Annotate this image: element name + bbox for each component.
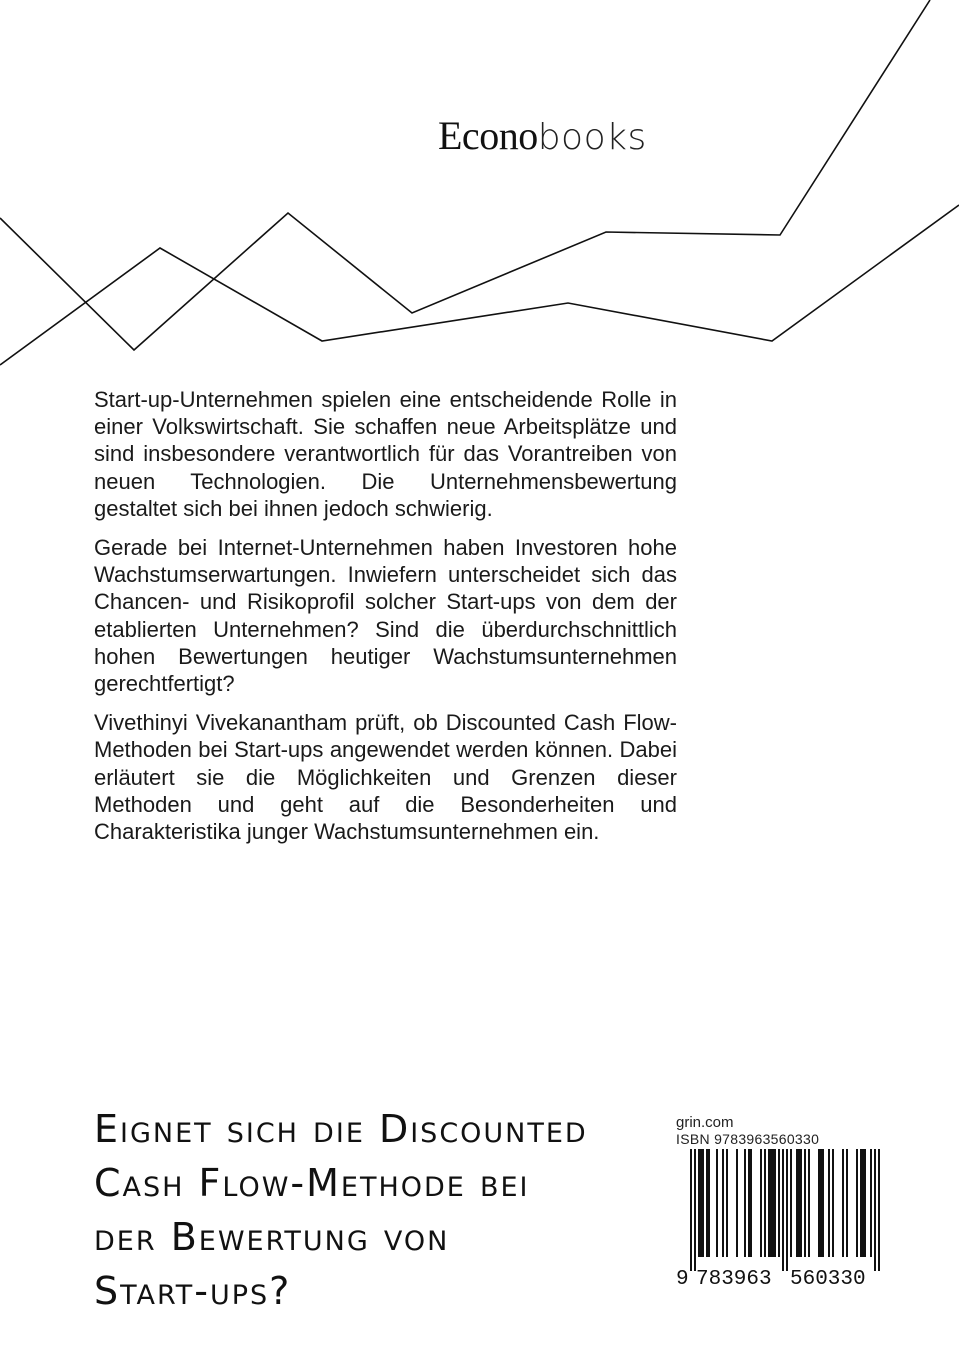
barcode-icon bbox=[676, 1149, 880, 1271]
barcode-bar bbox=[818, 1149, 820, 1257]
barcode-digits-right: 560330 bbox=[790, 1268, 866, 1291]
barcode-bar bbox=[706, 1149, 708, 1257]
barcode-bar bbox=[722, 1149, 724, 1257]
barcode-bar bbox=[832, 1149, 834, 1257]
barcode-bar bbox=[804, 1149, 806, 1257]
barcode-bar bbox=[778, 1149, 780, 1257]
barcode-bar bbox=[750, 1149, 752, 1257]
barcode-bar bbox=[736, 1149, 738, 1257]
publisher-logo-part2: books bbox=[537, 117, 647, 158]
barcode-bar bbox=[770, 1149, 772, 1257]
barcode-bar bbox=[772, 1149, 774, 1257]
barcode-block bbox=[676, 1114, 896, 1291]
blurb-paragraph: Start-up-Unternehmen spielen eine entscheidende Rolle in einer Volkswirtschaft. Sie schaffen neue Arbeitsplätze und sind insbesondere verantwortlich für das Vorantreiben von neuen Technologien. Die Unternehmensbewertung gestaltet sich bei ihnen jedoch schwierig. bbox=[94, 387, 677, 521]
barcode-bar bbox=[748, 1149, 750, 1257]
barcode-bar bbox=[760, 1149, 762, 1257]
barcode-bar bbox=[860, 1149, 862, 1257]
barcode-bar bbox=[862, 1149, 864, 1257]
decorative-line-graphic bbox=[0, 0, 959, 380]
publisher-logo bbox=[438, 112, 647, 162]
barcode-bar bbox=[878, 1149, 880, 1271]
book-title-line: Eignet sich die Discounted bbox=[94, 1107, 588, 1151]
barcode-bar bbox=[798, 1149, 800, 1257]
barcode-bar bbox=[800, 1149, 802, 1257]
barcode-bar bbox=[698, 1149, 700, 1257]
barcode-bar bbox=[708, 1149, 710, 1257]
book-title-line: Start-ups? bbox=[94, 1269, 292, 1313]
barcode-bar bbox=[796, 1149, 798, 1257]
barcode-bar bbox=[808, 1149, 810, 1257]
blurb-paragraph: Gerade bei Internet-Unternehmen haben Investoren hohe Wachstumserwartungen. Inwiefern unterscheidet sich das Chancen- und Risikoprofil solcher Start-ups von dem der etablierten Unternehmen? Sind die überdurchschnittlich hohen Bewertungen heutiger Wachstumsunternehmen gerechtfertigt? bbox=[94, 535, 677, 697]
barcode-bar bbox=[870, 1149, 872, 1257]
barcode-bar bbox=[786, 1149, 788, 1271]
barcode-bar bbox=[690, 1149, 692, 1271]
barcode-bar bbox=[726, 1149, 728, 1257]
barcode-bar bbox=[744, 1149, 746, 1257]
publisher-website: grin.com bbox=[676, 1114, 734, 1131]
barcode-bar bbox=[864, 1149, 866, 1257]
barcode-bar bbox=[782, 1149, 784, 1271]
barcode-bar bbox=[822, 1149, 824, 1257]
barcode-bar bbox=[790, 1149, 792, 1257]
barcode-digits bbox=[676, 1269, 896, 1291]
book-title-line: der Bewertung von bbox=[94, 1215, 450, 1259]
barcode-bar bbox=[694, 1149, 696, 1271]
barcode-bar bbox=[856, 1149, 858, 1257]
barcode-bar bbox=[820, 1149, 822, 1257]
barcode-bar bbox=[846, 1149, 848, 1257]
barcode-bar bbox=[764, 1149, 766, 1257]
barcode-digits-left: 783963 bbox=[696, 1268, 772, 1291]
barcode-bar bbox=[842, 1149, 844, 1257]
book-title bbox=[94, 1102, 614, 1318]
decorative-line-1 bbox=[0, 0, 930, 350]
barcode-bar bbox=[774, 1149, 776, 1257]
publisher-logo-part1: Econo bbox=[438, 113, 538, 158]
barcode-bar bbox=[700, 1149, 702, 1257]
barcode-digit-first: 9 bbox=[676, 1268, 689, 1291]
blurb-paragraph: Vivethinyi Vivekanantham prüft, ob Discounted Cash Flow-Methoden bei Start-ups angewendet werden können. Dabei erläutert sie die Möglichkeiten und Grenzen dieser Methoden und geht auf die Besonderheiten und Charakteristika junger Wachstumsunternehmen ein. bbox=[94, 710, 677, 845]
barcode-bar bbox=[716, 1149, 718, 1257]
barcode-bar bbox=[828, 1149, 830, 1257]
barcode-bar bbox=[768, 1149, 770, 1257]
book-title-line: Cash Flow-Methode bei bbox=[94, 1161, 530, 1205]
isbn-label: ISBN 9783963560330 bbox=[676, 1131, 820, 1147]
back-cover-blurb bbox=[94, 386, 677, 857]
barcode-bar bbox=[702, 1149, 704, 1257]
barcode-bar bbox=[874, 1149, 876, 1271]
